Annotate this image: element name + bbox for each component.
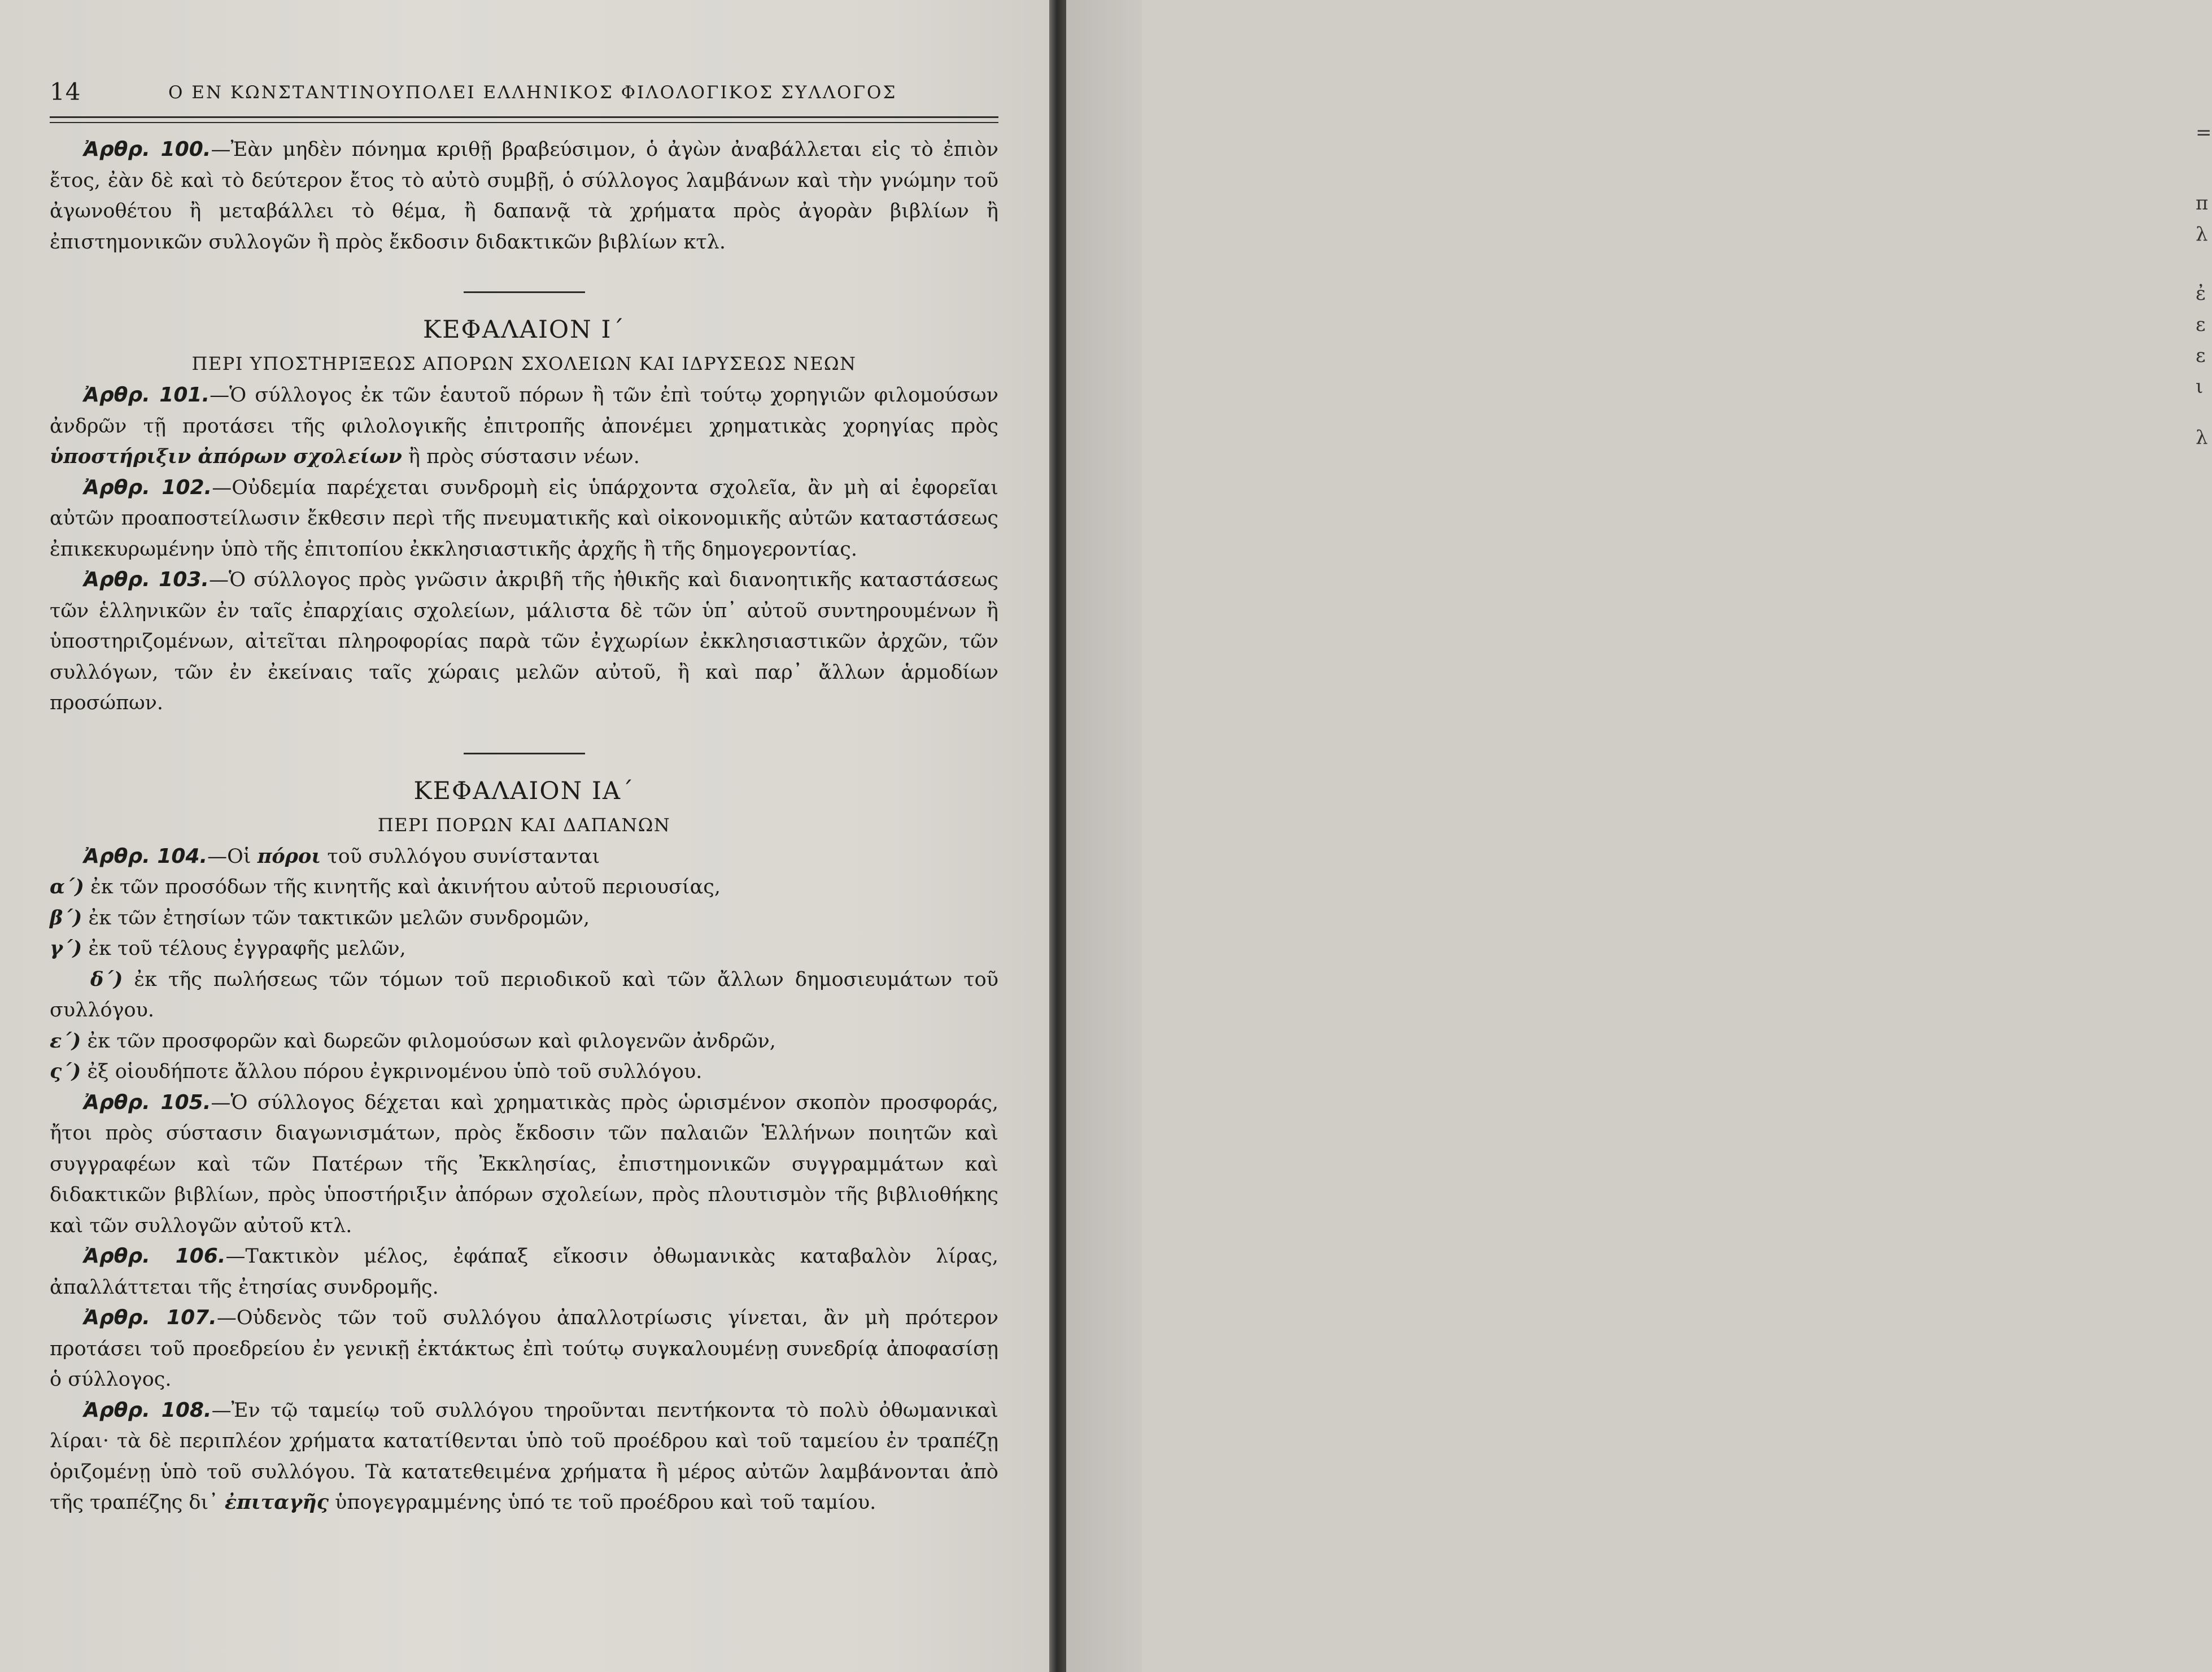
article-101: [50, 380, 998, 473]
article-emphasis: ὑποστήριξιν ἀπόρων σχολείων: [50, 445, 402, 468]
list-item-text: ἐκ τῶν προσφορῶν καὶ δωρεῶν φιλομούσων καὶ φιλογενῶν ἀνδρῶν,: [87, 1029, 776, 1053]
list-item: [50, 872, 998, 903]
article-106: [50, 1241, 998, 1303]
list-item: [50, 903, 998, 934]
book-spine-shadow: [1049, 0, 1066, 1672]
running-head: Ο ΕΝ ΚΩΝΣΤΑΝΤΙΝΟΥΠΟΛΕΙ ΕΛΛΗΝΙΚΟΣ ΦΙΛΟΛΟΓΙΚΟΣ ΣΥΛΛΟΓΟΣ: [168, 82, 897, 103]
list-item: [50, 964, 998, 1026]
article-label: Ἀρθρ. 104.: [84, 844, 208, 868]
article-text: ὑπογεγραμμένης ὑπό τε τοῦ προέδρου καὶ τοῦ ταμίου.: [329, 1491, 876, 1514]
article-text: —Ὁ σύλλογος ἐκ τῶν ἑαυτοῦ πόρων ἢ τῶν ἐπὶ τούτῳ χορηγιῶν φιλομούσων ἀνδρῶν τῇ προτάσει τῆς φιλολογικῆς ἐπιτροπῆς ἀπονέμει χρηματικὰς χορηγίας πρὸς: [50, 384, 998, 438]
list-item-label: β΄): [50, 906, 82, 929]
article-103: [50, 565, 998, 719]
article-emphasis: πόροι: [257, 844, 321, 868]
article-label: Ἀρθρ. 103.: [84, 568, 209, 591]
list-item: [50, 1026, 998, 1057]
section-divider: [464, 291, 585, 293]
article-text: —Οἱ: [207, 845, 258, 868]
article-label: Ἀρθρ. 107.: [84, 1306, 217, 1329]
article-text: —Ἐν τῷ ταμείῳ τοῦ συλλόγου τηροῦνται πεντήκοντα τὸ πολὺ ὀθωμανικαὶ λίραι· τὰ δὲ περιπλέον χρήματα κατατίθενται ὑπὸ τοῦ προέδρου καὶ τοῦ ταμείου ἐν τραπέζῃ ὁριζομένῃ ὑπὸ τοῦ συλλόγου. Τὰ κατατεθειμένα χρήματα ἢ μέρος αὐτῶν λαμβάνονται ἀπὸ τῆς τραπέζης δι᾽: [50, 1399, 998, 1514]
edge-glyph: =: [2196, 121, 2212, 144]
article-label: Ἀρθρ. 106.: [84, 1245, 226, 1268]
page-number: 14: [50, 78, 81, 106]
list-item: [50, 933, 998, 964]
page-header: [50, 78, 998, 112]
article-text: ἢ πρὸς σύστασιν νέων.: [402, 446, 640, 468]
article-105: [50, 1088, 998, 1242]
list-item-text: ἐκ τῆς πωλήσεως τῶν τόμων τοῦ περιοδικοῦ καὶ τῶν ἄλλων δημοσιευμάτων τοῦ συλλόγου.: [50, 968, 998, 1021]
edge-glyph: ι: [2196, 376, 2204, 398]
list-item-text: ἐκ τῶν ἐτησίων τῶν τακτικῶν μελῶν συνδρομῶν,: [88, 906, 590, 929]
article-label: Ἀρθρ. 108.: [84, 1398, 212, 1422]
article-text: —Ὁ σύλλογος πρὸς γνῶσιν ἀκριβῆ τῆς ἠθικῆς καὶ διανοητικῆς καταστάσεως τῶν ἑλληνικῶν ἐν ταῖς ἐπαρχίαις σχολείων, μάλιστα δὲ τῶν ὑπ᾽ αὐτοῦ συντηρουμένων ἢ ὑποστηριζομένων, αἰτεῖται πληροφορίας παρὰ τῶν ἐγχωρίων ἐκκλησιαστικῶν ἀρχῶν, τῶν συλλόγων, τῶν ἐν ἐκείναις ταῖς χώραις μελῶν αὐτοῦ, ἢ καὶ παρ᾽ ἄλλων ἁρμοδίων προσώπων.: [50, 569, 998, 714]
list-item: [50, 1057, 998, 1088]
facing-page-edge: [1066, 0, 2212, 1672]
list-item-text: ἐξ οἱουδήποτε ἄλλου πόρου ἐγκρινομένου ὑπὸ τοῦ συλλόγου.: [87, 1060, 703, 1083]
chapter-title: ΚΕΦΑΛΑΙΟΝ Ι΄: [423, 316, 625, 344]
page-body: [50, 134, 998, 1518]
list-item-text: ἐκ τοῦ τέλους ἐγγραφῆς μελῶν,: [88, 937, 406, 960]
edge-glyph: ἐ: [2196, 282, 2206, 305]
article-107: [50, 1303, 998, 1395]
edge-glyph: ε: [2196, 313, 2206, 336]
chapter-subtitle: ΠΕΡΙ ΠΟΡΩΝ ΚΑΙ ΔΑΠΑΝΩΝ: [377, 814, 671, 836]
article-emphasis: ἐπιταγῆς: [224, 1491, 329, 1514]
article-100: [50, 134, 998, 257]
edge-glyph: ε: [2196, 344, 2206, 367]
article-label: Ἀρθρ. 105.: [84, 1090, 211, 1114]
article-text: τοῦ συλλόγου συνίστανται: [321, 845, 600, 868]
edge-glyph: λ: [2196, 223, 2208, 246]
chapter-subtitle: ΠΕΡΙ ΥΠΟΣΤΗΡΙΞΕΩΣ ΑΠΟΡΩΝ ΣΧΟΛΕΙΩΝ ΚΑΙ ΙΔΡΥΣΕΩΣ ΝΕΩΝ: [191, 353, 857, 374]
article-102: [50, 473, 998, 565]
list-item-label: ε΄): [50, 1029, 81, 1053]
article-text: —Ὁ σύλλογος δέχεται καὶ χρηματικὰς πρὸς ὡρισμένον σκοπὸν προσφοράς, ἤτοι πρὸς σύστασιν διαγωνισμάτων, πρὸς ἔκδοσιν τῶν παλαιῶν Ἑλλήνων ποιητῶν καὶ συγγραφέων καὶ τῶν Πατέρων τῆς Ἐκκλησίας, ἐπιστημονικῶν συγγραμμάτων καὶ διδακτικῶν βιβλίων, πρὸς ὑποστήριξιν ἀπόρων σχολείων, πρὸς πλουτισμὸν τῆς βιβλιοθήκης καὶ τῶν συλλογῶν αὐτοῦ κτλ.: [50, 1091, 998, 1237]
article-text: —Ἐὰν μηδὲν πόνημα κριθῇ βραβεύσιμον, ὁ ἀγὼν ἀναβάλλεται εἰς τὸ ἐπιὸν ἔτος, ἐὰν δὲ καὶ τὸ δεύτερον ἔτος τὸ αὐτὸ συμβῇ, ὁ σύλλογος λαμβάνων καὶ τὴν γνώμην τοῦ ἀγωνοθέτου ἢ μεταβάλλει τὸ θέμα, ἢ δαπανᾷ τὰ χρήματα πρὸς ἀγορὰν βιβλίων ἢ ἐπιστημονικῶν συλλογῶν ἢ πρὸς ἔκδοσιν διδακτικῶν βιβλίων κτλ.: [50, 138, 998, 254]
article-label: Ἀρθρ. 101.: [84, 383, 210, 407]
article-text: —Οὐδενὸς τῶν τοῦ συλλόγου ἀπαλλοτρίωσις γίνεται, ἂν μὴ πρότερον προτάσει τοῦ προεδρείου ἐν γενικῇ ἐκτάκτως ἐπὶ τούτῳ συγκαλουμένῃ συνεδρίᾳ ἀποφασίσῃ ὁ σύλλογος.: [50, 1307, 998, 1391]
article-text: —Οὐδεμία παρέχεται συνδρομὴ εἰς ὑπάρχοντα σχολεῖα, ἂν μὴ αἱ ἐφορεῖαι αὐτῶν προαποστείλωσιν ἔκθεσιν περὶ τῆς πνευματικῆς καὶ οἰκονομικῆς αὐτῶν καταστάσεως ἐπικεκυρωμένην ὑπὸ τῆς ἐπιτοπίου ἐκκλησιαστικῆς ἀρχῆς ἢ τῆς δημογεροντίας.: [50, 476, 998, 561]
list-item-label: γ΄): [50, 937, 82, 960]
article-label: Ἀρθρ. 100.: [84, 138, 211, 161]
article-text: —Τακτικὸν μέλος, ἐφάπαξ εἴκοσιν ὀθωμανικὰς καταβαλὸν λίρας, ἀπαλλάττεται τῆς ἐτησίας συνδρομῆς.: [50, 1245, 998, 1299]
section-divider: [464, 753, 585, 754]
edge-glyph: λ: [2196, 426, 2208, 449]
list-item-label: ς΄): [50, 1060, 81, 1083]
article-108: [50, 1395, 998, 1518]
list-item-label: δ΄): [90, 967, 123, 991]
header-rule-double: [50, 122, 998, 123]
list-item-label: α΄): [50, 875, 84, 898]
article-104: [50, 841, 998, 872]
list-item-text: ἐκ τῶν προσόδων τῆς κινητῆς καὶ ἀκινήτου αὐτοῦ περιουσίας,: [90, 876, 721, 898]
chapter-title: ΚΕΦΑΛΑΙΟΝ ΙΑ΄: [413, 776, 635, 805]
article-label: Ἀρθρ. 102.: [84, 475, 212, 499]
edge-glyph: π: [2196, 192, 2209, 215]
header-rule: [50, 116, 998, 118]
